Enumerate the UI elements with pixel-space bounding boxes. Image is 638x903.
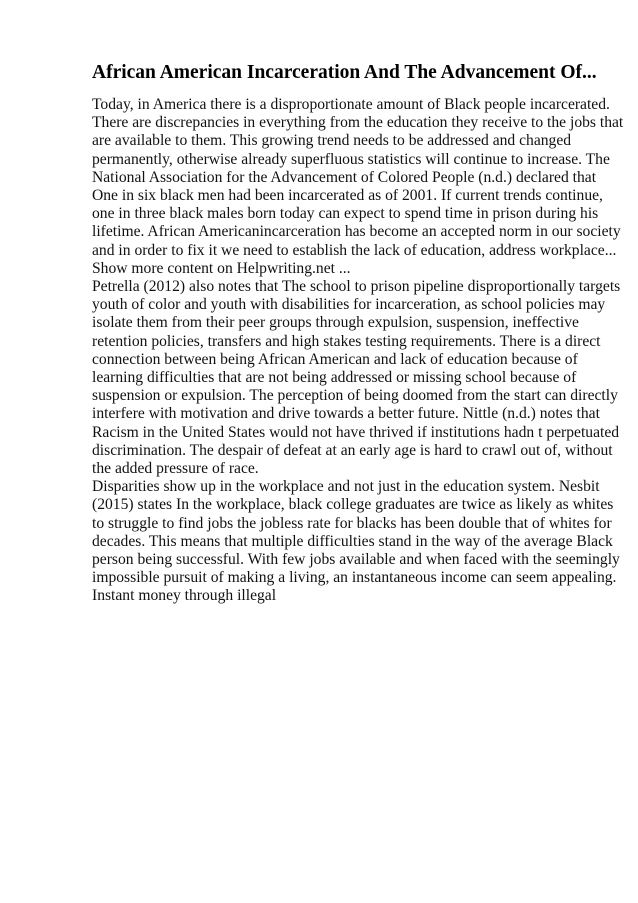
text-line: lifetime. African Americanincarceration has become an accepted norm in our society xyxy=(92,223,621,241)
text-line: isolate them from their peer groups through expulsion, suspension, ineffective xyxy=(92,314,579,332)
text-line: learning difficulties that are not being addressed or missing school because of xyxy=(92,369,577,387)
text-line: Disparities show up in the workplace and not just in the education system. Nesbit xyxy=(92,478,600,496)
text-line: connection between being African American and lack of education because of xyxy=(92,350,578,368)
text-line: and in order to fix it we need to establish the lack of education, address workplace... xyxy=(92,241,617,259)
text-line: decades. This means that multiple difficulties stand in the way of the average Black xyxy=(92,532,613,550)
document-title: African American Incarceration And The Advancement Of... xyxy=(92,62,597,83)
text-line: retention policies, transfers and high stakes testing requirements. There is a direct xyxy=(92,332,601,350)
text-line: discrimination. The despair of defeat at an early age is hard to crawl out of, without xyxy=(92,441,613,459)
text-line: National Association for the Advancement of Colored People (n.d.) declared that xyxy=(92,168,597,186)
text-line: person being successful. With few jobs available and when faced with the seemingly xyxy=(92,551,620,569)
text-line: are available to them. This growing trend needs to be addressed and changed xyxy=(92,132,572,150)
text-line: Instant money through illegal xyxy=(92,587,277,605)
document-body xyxy=(92,96,624,606)
paragraph-workplace xyxy=(92,478,620,605)
paragraph-education xyxy=(92,278,621,478)
text-line: interfere with motivation and drive towards a better future. Nittle (n.d.) notes that xyxy=(92,405,600,423)
text-line: to struggle to find jobs the jobless rate for blacks has been double that of whites for xyxy=(92,514,612,532)
text-line: One in six black men had been incarcerated as of 2001. If current trends continue, xyxy=(92,187,603,205)
text-line: permanently, otherwise already superfluous statistics will continue to increase. The xyxy=(92,150,610,168)
text-line: impossible pursuit of making a living, an instantaneous income can seem appealing. xyxy=(92,569,617,587)
text-line: one in three black males born today can expect to spend time in prison during his xyxy=(92,205,599,223)
text-line: youth of color and youth with disabilities for incarceration, as school policies may xyxy=(92,296,606,314)
text-line: (2015) states In the workplace, black college graduates are twice as likely as whites xyxy=(92,496,614,514)
text-line: Racism in the United States would not have thrived if institutions hadn t perpetuated xyxy=(92,423,620,441)
show-more-link[interactable]: Show more content on Helpwriting.net ... xyxy=(92,259,351,277)
text-line: the added pressure of race. xyxy=(92,460,259,478)
text-line: Petrella (2012) also notes that The school to prison pipeline disproportionally targets xyxy=(92,278,621,296)
text-line: Today, in America there is a disproportionate amount of Black people incarcerated. xyxy=(92,96,610,113)
paragraph-intro xyxy=(92,96,624,278)
text-line: suspension or expulsion. The perception of being doomed from the start can directly xyxy=(92,387,618,405)
text-line: There are discrepancies in everything from the education they receive to the jobs that xyxy=(92,114,624,132)
